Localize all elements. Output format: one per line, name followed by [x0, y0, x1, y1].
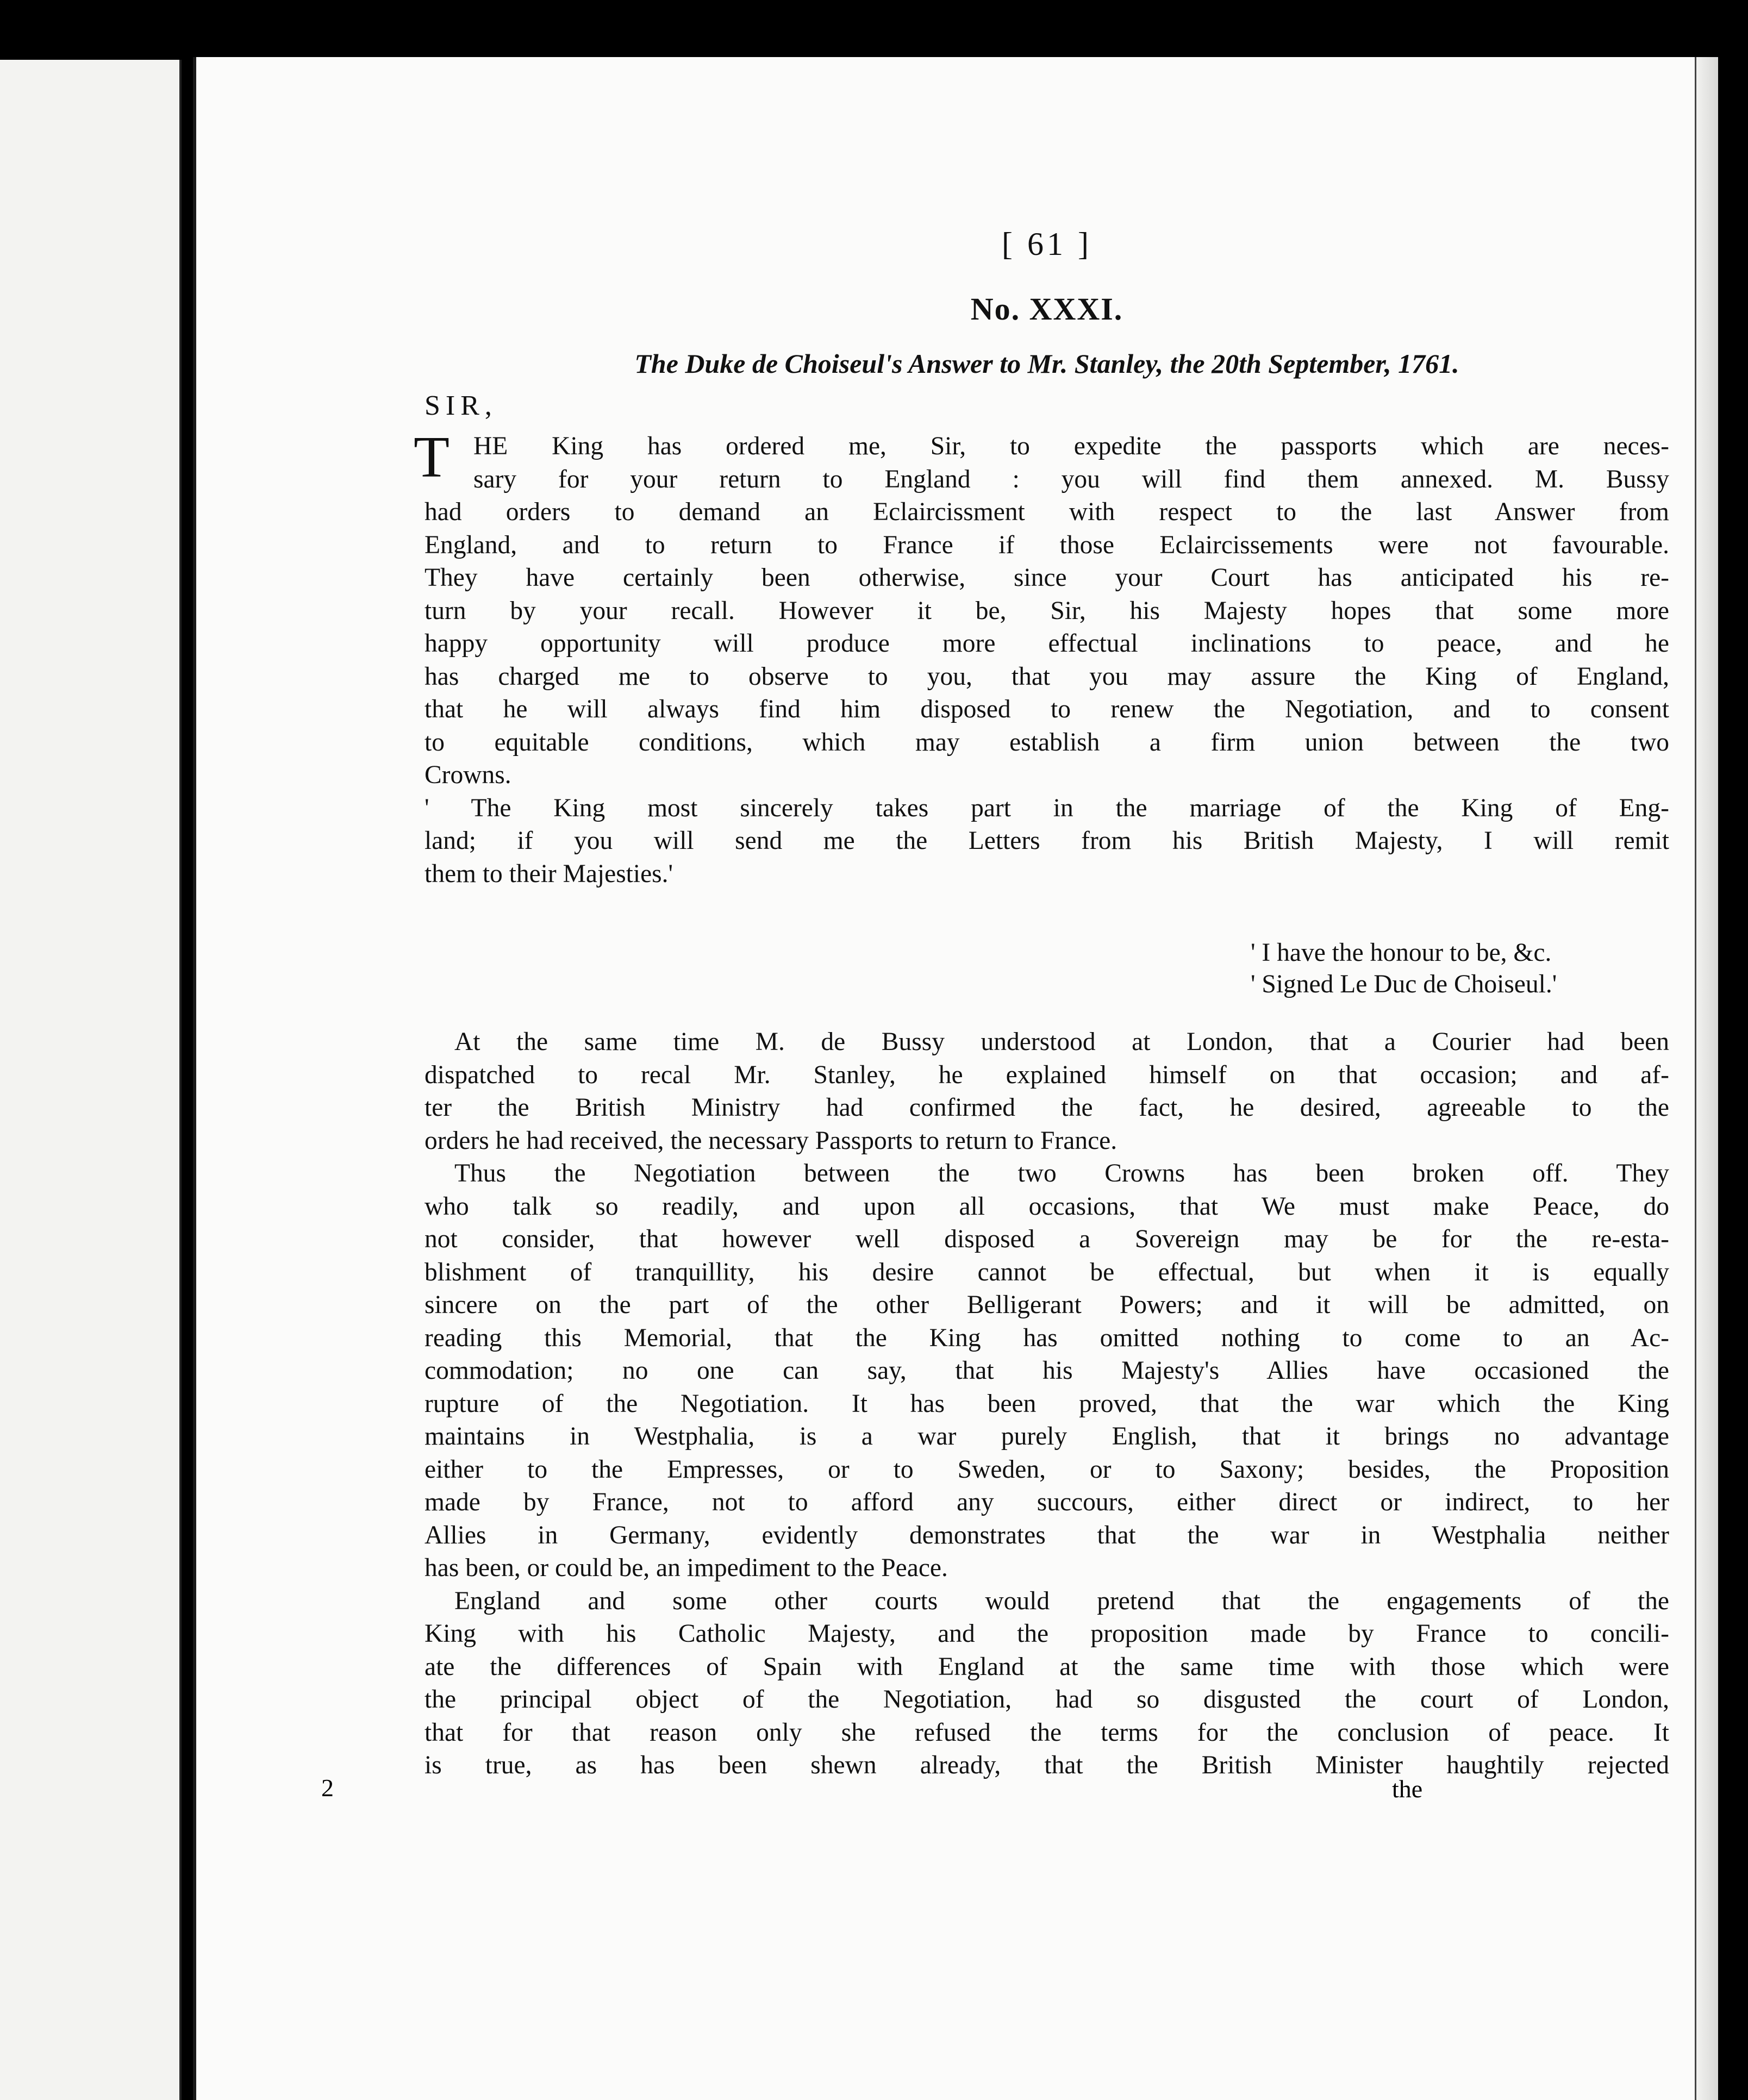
- letter-lines-line: England, and to return to France if those Eclaircissements were not favourable.: [424, 530, 1669, 559]
- letter-lines-line: land; if you will send me the Letters from his British Majesty, I will remit: [424, 827, 1669, 855]
- body-lines-line: that for that reason only she refused the terms for the conclusion of peace. It: [424, 1718, 1669, 1747]
- body-lines-line: At the same time M. de Bussy understood at London, that a Courier had been: [454, 1028, 1669, 1056]
- letter-lines-line: ' The King most sincerely takes part in the marriage of the King of Eng-: [424, 793, 1669, 822]
- body-lines-line: England and some other courts would pretend that the engagements of the: [454, 1586, 1669, 1615]
- letter-lines-line: HE King has ordered me, Sir, to expedite the passports which are neces-: [473, 432, 1669, 460]
- body-lines-line: blishment of tranquillity, his desire cannot be effectual, but when it is equally: [424, 1258, 1669, 1286]
- letter-lines-line: happy opportunity will produce more effectual inclinations to peace, and he: [424, 629, 1669, 658]
- body-lines-line: commodation; no one can say, that his Majesty's Allies have occasioned the: [424, 1357, 1669, 1385]
- page-number: [ 61 ]: [1002, 226, 1092, 262]
- body-lines-line: has been, or could be, an impediment to the Peace.: [424, 1554, 948, 1582]
- document-title: The Duke de Choiseul's Answer to Mr. Stanley, the 20th September, 1761.: [634, 348, 1459, 379]
- catchword: the: [1392, 1775, 1423, 1803]
- letter-lines-line: them to their Majesties.': [424, 859, 673, 888]
- body-lines-line: made by France, not to afford any succours, either direct or indirect, to her: [424, 1488, 1669, 1516]
- body-lines-line: ate the differences of Spain with England at the same time with those which were: [424, 1652, 1669, 1681]
- body-lines-line: who talk so readily, and upon all occasions, that We must make Peace, do: [424, 1192, 1669, 1221]
- salutation: SIR,: [424, 390, 497, 421]
- letter-lines-line: had orders to demand an Eclaircissment with respect to the last Answer from: [424, 498, 1669, 526]
- page-edge: [1695, 57, 1718, 2100]
- body-lines-line: ter the British Ministry had confirmed the fact, he desired, agreeable to the: [424, 1093, 1669, 1122]
- body-lines-line: sincere on the part of the other Belligerant Powers; and it will be admitted, on: [424, 1291, 1669, 1319]
- closing-line: ' I have the honour to be, &c.: [1251, 939, 1552, 967]
- letter-lines-line: Crowns.: [424, 761, 511, 789]
- body-lines-line: rupture of the Negotiation. It has been proved, that the war which the King: [424, 1389, 1669, 1418]
- letter-lines-line: turn by your recall. However it be, Sir, his Majesty hopes that some more: [424, 596, 1669, 625]
- body-lines-line: reading this Memorial, that the King has omitted nothing to come to an Ac-: [424, 1323, 1669, 1352]
- document-number: No. XXXI.: [970, 291, 1123, 327]
- body-lines-line: either to the Empresses, or to Sweden, or to Saxony; besides, the Proposition: [424, 1455, 1669, 1484]
- body-lines-line: Thus the Negotiation between the two Crowns has been broken off. They: [454, 1159, 1669, 1188]
- body-lines-line: dispatched to recal Mr. Stanley, he explained himself on that occasion; and af-: [424, 1060, 1669, 1089]
- letter-lines-line: sary for your return to England : you will find them annexed. M. Bussy: [473, 465, 1669, 493]
- facing-page: [0, 60, 182, 2100]
- body-lines-line: is true, as has been shewn already, that the British Minister haughtily rejected: [424, 1751, 1669, 1779]
- letter-lines-line: that he will always find him disposed to renew the Negotiation, and to consent: [424, 695, 1669, 723]
- body-lines-line: not consider, that however well disposed a Sovereign may be for the re-esta-: [424, 1225, 1669, 1253]
- body-lines-line: Allies in Germany, evidently demonstrates that the war in Westphalia neither: [424, 1521, 1669, 1549]
- closing-line: ' Signed Le Duc de Choiseul.': [1251, 970, 1557, 998]
- body-lines-line: King with his Catholic Majesty, and the proposition made by France to concili-: [424, 1620, 1669, 1648]
- drop-cap: T: [414, 425, 450, 490]
- body-lines-line: maintains in Westphalia, is a war purely English, that it brings no advantage: [424, 1422, 1669, 1451]
- signature-mark: 2: [321, 1774, 334, 1802]
- document-page: [193, 57, 1718, 2100]
- body-lines-line: orders he had received, the necessary Passports to return to France.: [424, 1126, 1118, 1155]
- body-lines-line: the principal object of the Negotiation, had so disgusted the court of London,: [424, 1685, 1669, 1714]
- letter-lines-line: has charged me to observe to you, that you may assure the King of England,: [424, 662, 1669, 691]
- letter-lines-line: They have certainly been otherwise, since your Court has anticipated his re-: [424, 564, 1669, 592]
- letter-lines-line: to equitable conditions, which may establish a firm union between the two: [424, 728, 1669, 757]
